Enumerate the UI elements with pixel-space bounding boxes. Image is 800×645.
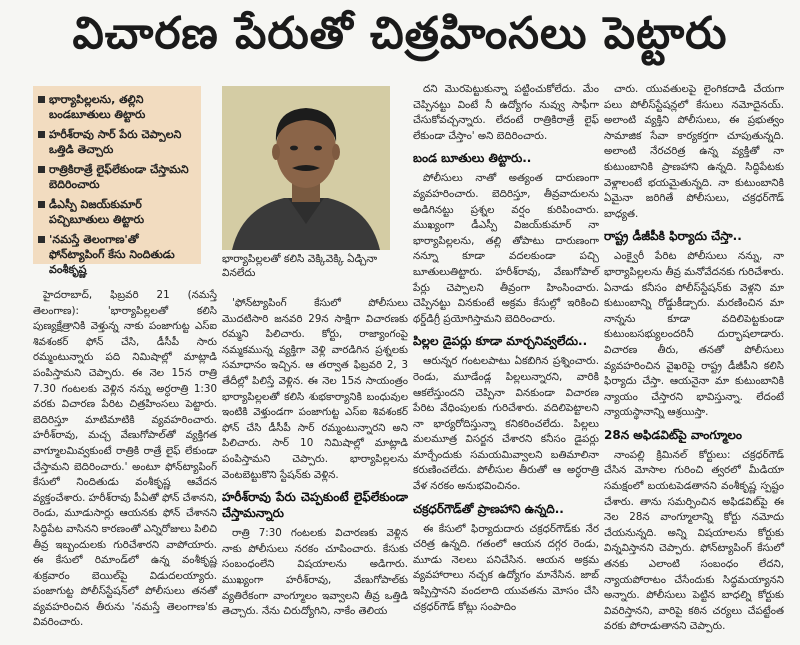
portrait-photo — [222, 86, 390, 250]
summary-item: హరీశ్‌రావు సార్ పేరు చెప్పాలని ఒత్తిడి తెచ్చారు — [37, 127, 197, 157]
summary-box — [33, 86, 201, 276]
headline: విచారణ పేరుతో చిత్రహింసలు పెట్టారు — [72, 8, 728, 59]
section-heading: బండ బూతులు తిట్టారు.. — [413, 151, 532, 166]
section-heading: చక్రధర్‌గౌడ్‌తో ప్రాణహాని ఉన్నది.. — [413, 501, 564, 516]
paragraph: ఆరున్నర గంటలపాటు ఏకబిగిన ప్రశ్నించారు. రెండు, మూడేండ్ల పిల్లలున్నారని, వారికి ఆకలేస్తుందని చెప్పినా వినకుండా విచారణ పేరిట వేధింపులకు గురిచేశారు. వదిలిపెట్టాలని నా భార్యరోదిస్తున్నా కనికరించలేదు. పిల్లలు మలమూత్ర విసర్జన చేశారని కనీసం డైపర్లు మార్చేందుకు సమయమివ్వాలని బతిమాలినా కరుణించలేదు. పోలీసుల తీరుతో ఆ అర్ధరాత్రి వేళ నరకం అనుభవించినం. — [413, 355, 599, 493]
square-bullet-icon — [38, 166, 45, 173]
paragraph: ఈ కేసులో ఫిర్యాదుదారు చక్రధర్‌గౌడ్‌కు నేర చరిత్ర ఉన్నది. గతంలో ఆయన దగ్గర రెండు, మూడు నెలలు పనిచేసిన. ఆయన అక్రమ వ్యవహారాలు నచ్చక ఉద్యోగం మానేసిన. జాబ్ ఇప్పిస్తానని వందలాది యువతను మోసం చేసి చక్రధర్‌గౌడ్ కోట్లు సంపాదిం — [413, 522, 599, 613]
paragraph: ఎంక్వైరీ పేరిట పోలీసులు నన్ను, నా భార్యాపిల్లలను తీవ్ర మనోవేదనకు గురిచేశారు. ఏనాడు కనీసం పోలీస్‌స్టేషన్‌కు వెళ్లని మా కుటుంబాన్ని రోడ్డుకీడ్చారు. మరణించిన మా నాన్నను కూడా వదిలిపెట్టకుండా కుటుంబసభ్యులందరినీ దుర్భాషలాడారు. విచారణ తీరు, తనతో పోలీసులు వ్యవహరించిన వైఖరిపై రాష్ట్ర డీజీపీని కలిసి ఫిర్యాదు చేస్తా. ఆయనైనా మా కుటుంబానికి న్యాయం చేస్తారని భావిస్తున్నా. లేదంటే న్యాయస్థానాన్ని ఆశ్రయిస్తా. — [604, 250, 784, 419]
paragraph: 'ఫోన్‌ట్యాపింగ్ కేసులో పోలీసులు మొదటిసారి జనవరి 29న సాక్షిగా విచారణకు రమ్మని పిలిచారు. కోర్టు, రాజ్యాంగంపై నమ్మకమున్న వ్యక్తిగా వెళ్లి వారడిగిన ప్రశ్నలకు సమాధానం ఇచ్చిన. ఆ తర్వాత ఫిబ్రవరి 2, 3 తేదీల్లో పిలిస్తే వెళ్లిన. ఈ నెల 15న సాయంత్రం భార్యాపిల్లలతో కలిసి శుభకార్యానికి బంధువుల ఇంటికి వెళ్తుండగా పంజాగుట్ట ఎస్‌ఐ శివశంకర్ ఫోన్ చేసి డీసీపీ సార్ రమ్మంటున్నారని అని పిలిచారు. సార్ 10 నిమిషాల్లో మాట్లాడి పంపిస్తామని చెప్పారు. భార్యాపిల్లలను వెంటబెట్టుకొని స్టేషన్‌కు వెళ్లిన. — [222, 297, 408, 481]
summary-item: రాత్రికిరాత్రే లైఫ్‌లేకుండా చేస్తామని బెదిరించారు — [37, 162, 197, 192]
paragraph: పోలీసులు నాతో అత్యంత దారుణంగా వ్యవహరించారు. బెదిరిస్తూ, తీవ్రవాదులను అడిగినట్టు ప్రశ్నల వర్షం కురిపించారు. ముఖ్యంగా డీఎస్పీ విజయ్‌కుమార్ నా భార్యాపిల్లలను, తల్లి తోపాటు దారుణంగా నన్నూ కూడా వదలకుండా పచ్చి బూతులుతిట్టారు. హరీశ్‌రావు, వేణుగోపాల్ పేర్లు చెప్పాలని తీవ్రంగా హింసించారు. చెప్పినట్టు వినకుంటే అక్రమ కేసుల్లో ఇరికించి థర్డ్‌డిగ్రీ ప్రయోగిస్తామని బెదిరించారు. — [413, 172, 599, 325]
article-column-4 — [604, 82, 784, 643]
section-heading: 28న అఫిడవిట్‌పై వాంగ్మూలం — [604, 427, 742, 442]
section-heading: హరీశ్‌రావు పేరు చెప్పకుంటే లైఫ్‌లేకుండా చేస్తామన్నారు — [222, 490, 408, 521]
square-bullet-icon — [38, 131, 45, 138]
person-portrait-icon — [222, 86, 390, 250]
summary-item: 'నమస్తే తెలంగాణ'తో ఫోన్‌ట్యాపింగ్ కేసు నిందితుడు వంశీకృష్ణ — [37, 232, 197, 277]
section-heading: పిల్లల డైపర్లు కూడా మార్చనివ్వలేదు.. — [413, 334, 588, 349]
paragraph: రాత్రి 7:30 గంటలకు విచారణకు వెళ్లిన నాకు పోలీసులు నరకం చూపించారు. కేసుకు సంబంధంలేని విషయాలను అడిగారు. ముఖ్యంగా హరీశ్‌రావు, వేణుగోపాల్‌కు వ్యతిరేకంగా వాంగ్మూలం ఇవ్వాలని తీవ్ర ఒత్తిడి తెచ్చారు. నేను చిరుద్యోగిని, నాకేం తెలియ — [222, 527, 408, 618]
section-heading: రాష్ట్ర డీజీపీకి ఫిర్యాదు చేస్తా.. — [604, 229, 742, 244]
square-bullet-icon — [38, 201, 45, 208]
summary-item: భార్యాపిల్లలను, తల్లిని బండబూతులు తిట్టారు — [37, 92, 197, 122]
article-column-1 — [33, 288, 217, 643]
paragraph: హైదరాబాద్, ఫిబ్రవరి 21 (నమస్తే తెలంగాణ): 'భార్యాపిల్లలతో కలిసి పుణ్యక్షేత్రానికి వెళ్తున్న నాకు పంజాగుట్ట ఎస్‌ఐ శివశంకర్ ఫోన్ చేసి, డీసీపీ సారు రమ్మంటున్నారు పది నిమిషాల్లో మాట్లాడి పంపిస్తామని చెప్పారు. ఈ నెల 15న రాత్రి 7.30 గంటలకు వెళ్లిన నన్ను అర్ధరాత్రి 1:30 వరకు విచారణ పేరిట చిత్రహింసలు పెట్టారు. బెదిరిస్తూ మాటిమాటికి వ్యవహరించారు. హరీశ్‌రావు, మచ్చ వేణుగోపాల్‌తో వ్యక్తిగత వాగ్మూలమివ్వకుంటే రాత్రికి రాత్రే లైఫ్ లేకుండా చేస్తామని బెదిరించారు.' అంటూ ఫోన్‌ట్యాపింగ్ కేసులో నిందితుడు వంశీకృష్ణ ఆవేదన వ్యక్తంచేశారు. హరీశ్‌రావు పీఏతో ఫోన్ చేశానని, రెండు, మూడుసార్లు ఆయనకు ఫోన్ చేశానని సిద్ధిపేట వాసినని కారణంతో ఎన్నిరోజులు పిలిచి తీవ్ర ఇబ్బందులకు గురిచేశారని వాపోయారు. ఈ కేసులో రిమాండ్‌లో ఉన్న వంశీకృష్ణ శుక్రవారం బెయిల్‌పై విడుదలయ్యారు. పంజాగుట్ట పోలీస్‌స్టేషన్‌లో పోలీసులు తనతో వ్యవహరించిన తీరును 'నమస్తే తెలంగాణ'కు వివరించారు. — [33, 289, 217, 629]
square-bullet-icon — [38, 236, 45, 243]
paragraph: నాంపల్లి క్రిమినల్ కోర్టులు: చక్రధర్‌గౌడ్ చేసిన మోసాల గురించి త్వరలో మీడియా సమక్షంలో బయటపెడతానని వంశీకృష్ణ స్పష్టం చేశారు. తాను సమర్పించిన అఫిడవిట్‌పై ఈ నెల 28న వాంగ్మూలాన్ని కోర్టు నమోదు చేయనున్నది. అన్ని విషయాలను కోర్టుకు విన్నవిస్తానని చెప్పారు. ఫోన్‌ట్యాపింగ్ కేసులో తనకు ఎలాంటి సంబంధం లేదని, న్యాయపోరాటం చేసేందుకు సిద్ధమయ్యానని అన్నారు. పోలీసులు పెట్టిన బాధల్ని కోర్టుకు వివరిస్తానని, వారిపై కఠిన చర్యలు చేపట్టేంత వరకు పోరాడుతానని చెప్పారు. — [604, 448, 784, 633]
article-column-2 — [222, 296, 408, 643]
photo-caption: భార్యాపిల్లలతో కలిసి వెక్కివెక్కి ఏడ్చినా వినలేదు — [222, 253, 378, 279]
square-bullet-icon — [38, 96, 45, 103]
paragraph: దని మొరపెట్టుకున్నా పట్టించుకోలేదు. మేం చెప్పినట్టు వింటే నీ ఉద్యోగం నువ్వు సాఫీగా చేసుకోవచ్చన్నారు. లేదంటే రాత్రికిరాత్రే లైఫ్ లేకుండా చేస్తాం' అని బెదిరించారు. — [413, 83, 599, 142]
summary-item: డీఎస్పీ విజయ్‌కుమార్ పచ్చిబూతులు తిట్టారు — [37, 197, 197, 227]
article-column-3 — [413, 82, 599, 643]
summary-list — [37, 92, 197, 277]
paragraph: చారు. యువతులపై లైంగికదాడి చేయగా పలు పోలీస్‌స్టేషన్లలో కేసులు నమోదైనయ్. అలాంటి వ్యక్తిని పోలీసులు, ఈ ప్రభుత్వం సామాజిక సేవా కార్యకర్తగా చూపుతున్నది. అలాంటి నేరచరిత్ర ఉన్న వ్యక్తితో నా కుటుంబానికి ప్రాణహాని ఉన్నది. సిద్ధిపేటకు వెళ్లాలంటే భయమైతున్నది. నా కుటుంబానికి ఏమైనా జరిగితే పోలీసులు, చక్రధర్‌గౌడ్ బాధ్యత. — [604, 83, 784, 220]
